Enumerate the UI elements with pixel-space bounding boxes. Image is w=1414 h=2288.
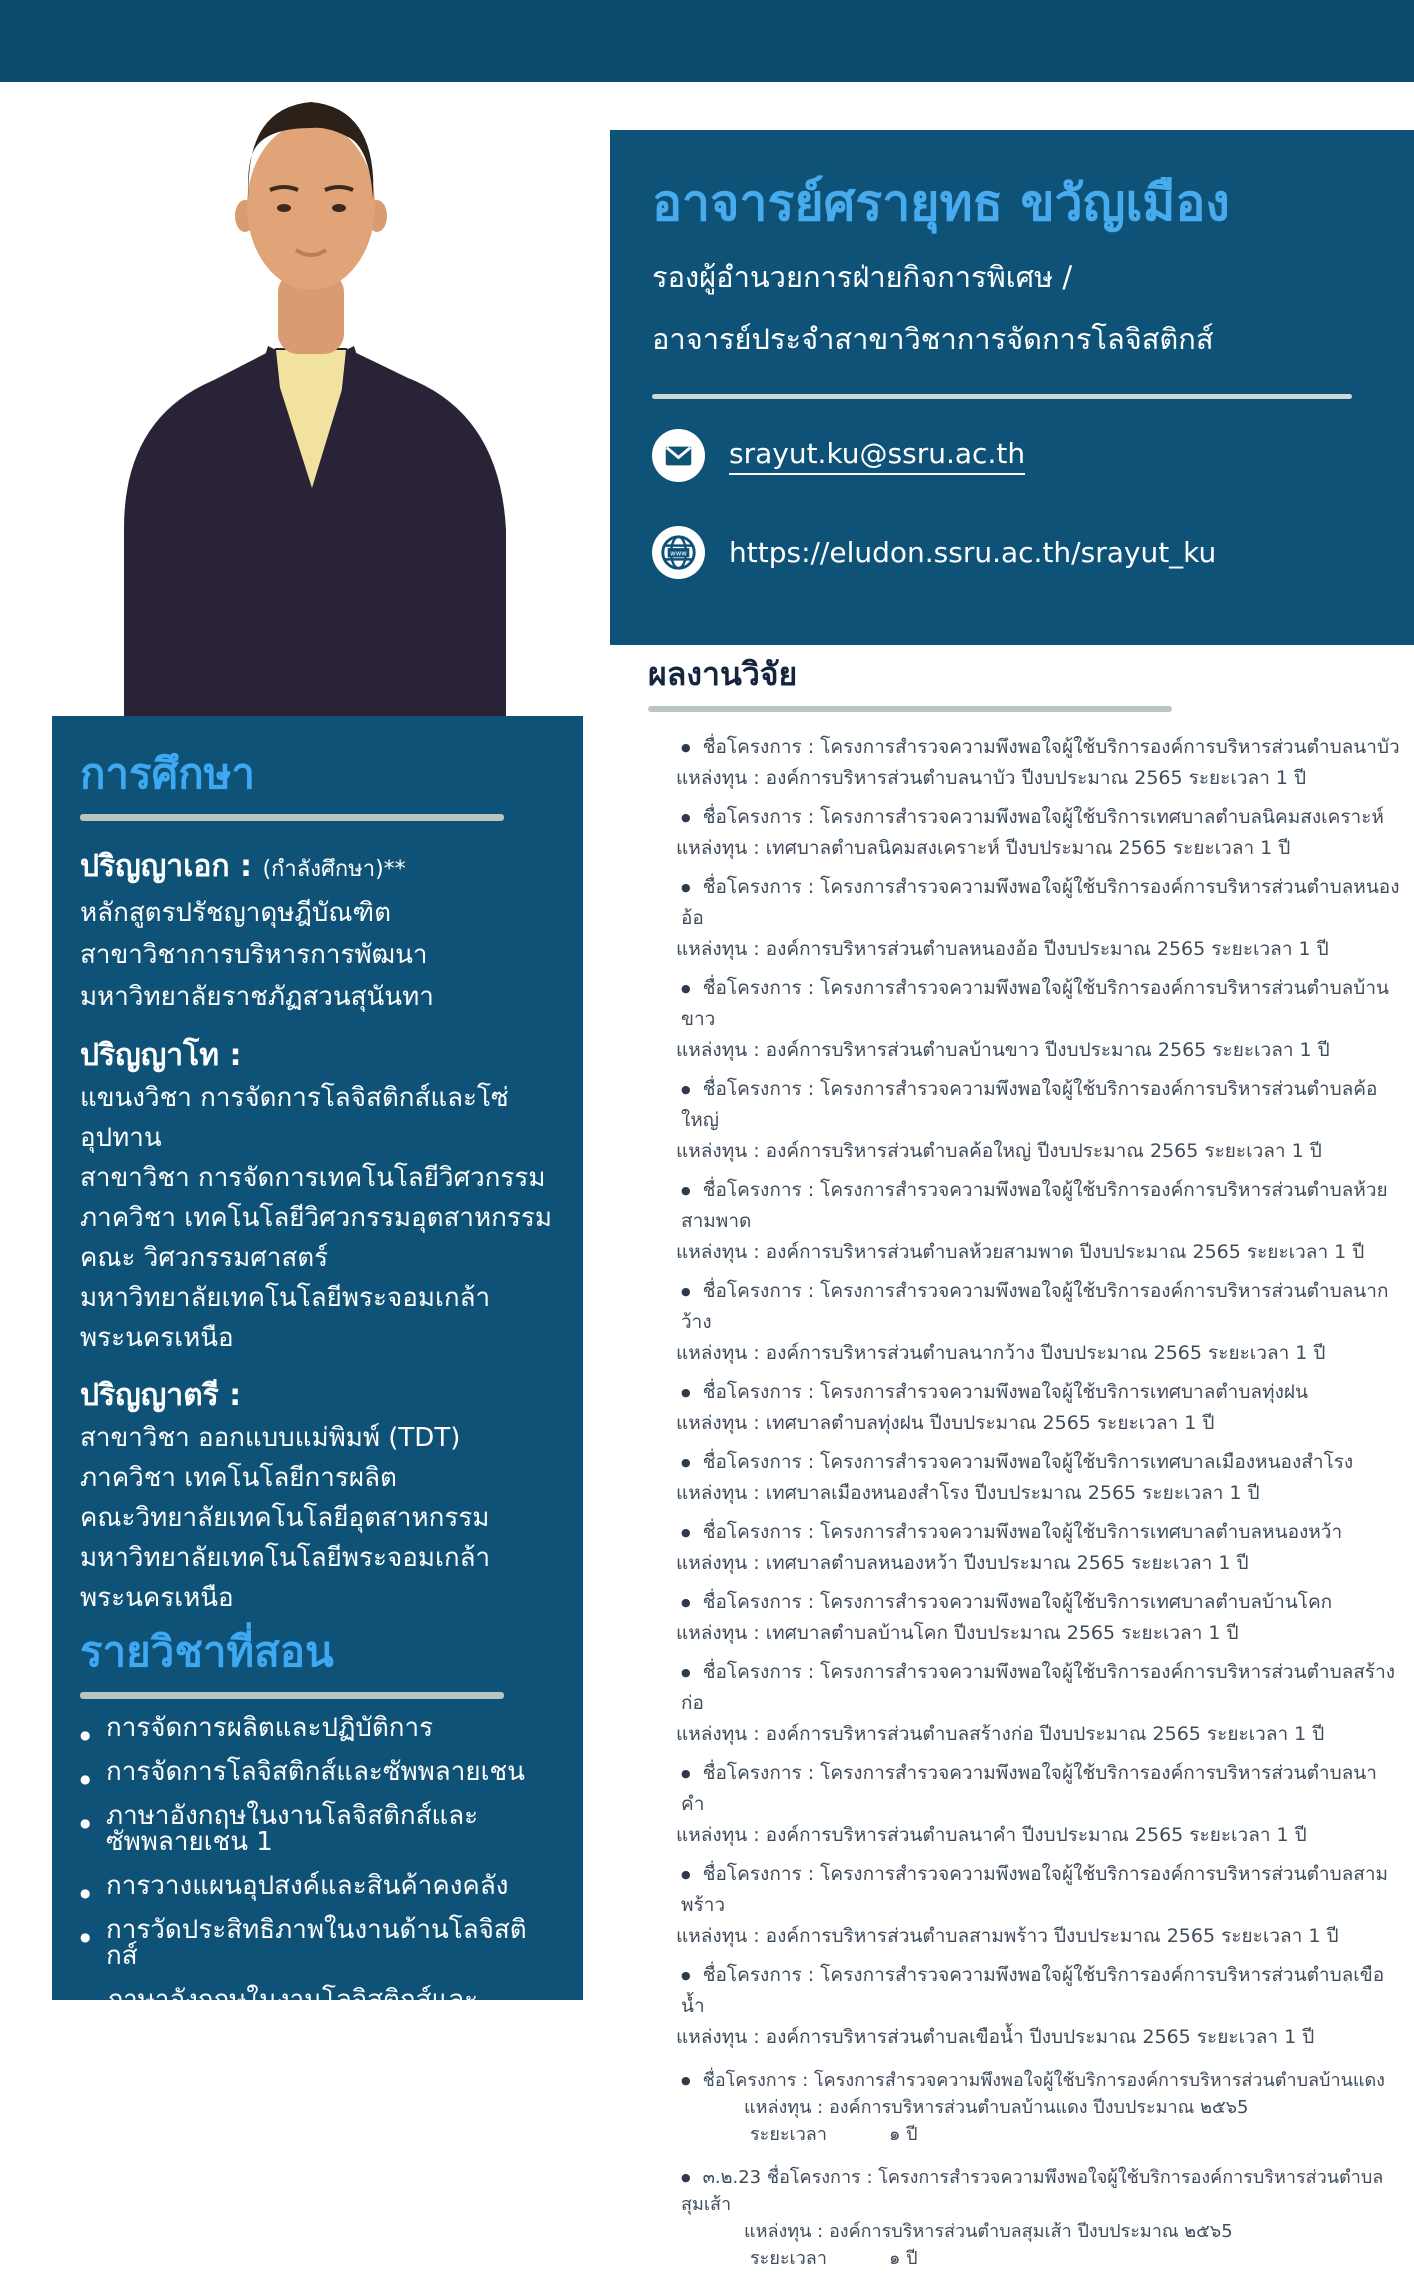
degree-line: มหาวิทยาลัยเทคโนโลยีพระจอมเกล้าพระนครเหนือ — [80, 1283, 491, 1353]
course-item: ● การฝึกประสบการณ์วิชาชีพด้านโลจิสติกส์ — [80, 2171, 557, 2223]
degree-label: ปริญญาตรี : — [80, 1378, 242, 1413]
bullet-icon: ● — [681, 1969, 691, 1982]
research-item — [648, 872, 1400, 965]
bullet-icon: ● — [681, 2074, 691, 2087]
research-item — [648, 2164, 1400, 2272]
research-heading-underline — [648, 706, 1172, 712]
research-item — [648, 1074, 1400, 1167]
research-project-text: ชื่อโครงการ : โครงการสำรวจความพึงพอใจผู้ใช้บริการองค์การบริหารส่วนตำบลหนองอ้อ — [681, 876, 1400, 929]
degree-line: ภาควิชา เทคโนโลยีวิศวกรรมอุตสาหกรรม — [80, 1203, 552, 1233]
research-fund-line: แหล่งทุน : องค์การบริหารส่วนตำบลหนองอ้อ ปีงบประมาณ 2565 ระยะเวลา 1 ปี — [676, 938, 1329, 960]
degree-title — [80, 1374, 557, 1418]
course-item: ● การจัดการโลจิสติกส์และซัพพลายเชน — [80, 1759, 557, 1785]
degree-line: มหาวิทยาลัยเทคโนโลยีพระจอมเกล้าพระนครเหนือ — [80, 1543, 491, 1613]
research-fund-line: แหล่งทุน : เทศบาลตำบลบ้านโคก ปีงบประมาณ 2565 ระยะเวลา 1 ปี — [676, 1622, 1239, 1644]
research-project-text: ชื่อโครงการ : โครงการสำรวจความพึงพอใจผู้ใช้บริการองค์การบริหารส่วนตำบลสามพร้าว — [681, 1863, 1389, 1916]
degree-line: สาขาวิชาการบริหารการพัฒนา — [80, 940, 428, 970]
research-project-line — [681, 802, 1400, 833]
research-item — [648, 973, 1400, 1066]
duration-label: ระยะเวลา — [750, 2248, 827, 2269]
duration-label: ระยะเวลา — [750, 2124, 827, 2145]
research-fund-line: แหล่งทุน : เทศบาลตำบลหนองหว้า ปีงบประมาณ 2565 ระยะเวลา 1 ปี — [676, 1552, 1249, 1574]
research-project-text: ชื่อโครงการ : โครงการสำรวจความพึงพอใจผู้ใช้บริการองค์การบริหารส่วนตำบลเขือน้ำ — [681, 1964, 1385, 2017]
research-item — [648, 1859, 1400, 1952]
bullet-icon: ● — [681, 1083, 691, 1096]
research-item — [648, 802, 1400, 864]
research-fund-line: แหล่งทุน : เทศบาลเมืองหนองสำโรง ปีงบประมาณ 2565 ระยะเวลา 1 ปี — [676, 1482, 1260, 1504]
bullet-icon: ● — [681, 1666, 691, 1679]
email-link[interactable]: srayut.ku@ssru.ac.th — [729, 437, 1025, 475]
research-item — [648, 2067, 1400, 2148]
research-project-text: ชื่อโครงการ : โครงการสำรวจความพึงพอใจผู้ใช้บริการองค์การบริหารส่วนตำบลสร้างก่อ — [681, 1661, 1396, 1714]
research-project-text: ชื่อโครงการ : โครงการสำรวจความพึงพอใจผู้ใช้บริการองค์การบริหารส่วนตำบลห้วยสามพาด — [681, 1179, 1388, 1232]
research-project-line — [681, 1074, 1400, 1136]
research-item — [648, 1960, 1400, 2053]
professor-name: อาจารย์ศรายุทธ ขวัญเมือง — [652, 174, 1230, 232]
research-item — [648, 1175, 1400, 1268]
bullet-icon: ● — [681, 1184, 691, 1197]
degree-line: หลักสูตรปรัชญาดุษฎีบัณฑิต — [80, 898, 391, 928]
degree-label: ปริญญาโท : — [80, 1038, 242, 1073]
research-project-text: ชื่อโครงการ : โครงการสำรวจความพึงพอใจผู้ใช้บริการเทศบาลตำบลทุ่งฝน — [702, 1381, 1308, 1403]
research-item — [648, 732, 1400, 794]
research-fund-line: แหล่งทุน : เทศบาลตำบลนิคมสงเคราะห์ ปีงบประมาณ 2565 ระยะเวลา 1 ปี — [676, 837, 1291, 859]
research-fund-line: แหล่งทุน : องค์การบริหารส่วนตำบลบ้านขาว ปีงบประมาณ 2565 ระยะเวลา 1 ปี — [676, 1039, 1330, 1061]
website-link[interactable]: https://eludon.ssru.ac.th/srayut_ku — [729, 536, 1217, 569]
research-fund-line: แหล่งทุน : องค์การบริหารส่วนตำบลสร้างก่อ ปีงบประมาณ 2565 ระยะเวลา 1 ปี — [676, 1723, 1325, 1745]
research-item — [648, 1517, 1400, 1579]
research-project-line — [681, 973, 1400, 1035]
research-item — [648, 1587, 1400, 1649]
degree-line: สาขาวิชา ออกแบบแม่พิมพ์ (TDT) — [80, 1423, 461, 1453]
research-project-text: ชื่อโครงการ : โครงการสำรวจความพึงพอใจผู้ใช้บริการเทศบาลตำบลหนองหว้า — [702, 1521, 1343, 1543]
research-project-text: ชื่อโครงการ : โครงการสำรวจความพึงพอใจผู้ใช้บริการองค์การบริหารส่วนตำบลบ้านขาว — [681, 977, 1390, 1030]
bullet-icon: ● — [681, 2171, 691, 2184]
research-item — [648, 1657, 1400, 1750]
research-fund-line: แหล่งทุน : องค์การบริหารส่วนตำบลค้อใหญ่ ปีงบประมาณ 2565 ระยะเวลา 1 ปี — [676, 1140, 1322, 1162]
person-portrait-illustration — [118, 88, 512, 716]
duration-value: ๑ ปี — [888, 2248, 918, 2269]
research-fund-line: แหล่งทุน : องค์การบริหารส่วนตำบลเขือน้ำ ปีงบประมาณ 2565 ระยะเวลา 1 ปี — [676, 2026, 1315, 2048]
research-section — [648, 652, 1400, 2288]
course-item: ● ภาษาอังกฤษในงานโลจิสติกส์และซัพพลายเชน 1 — [80, 1803, 557, 1855]
research-project-line — [681, 1657, 1400, 1719]
bullet-icon: ● — [681, 741, 691, 754]
bullet-icon: ● — [681, 1596, 691, 1609]
bullet-icon: ● — [681, 1285, 691, 1298]
course-item: ● การวางแผนอุปสงค์และสินค้าคงคลัง — [80, 1873, 557, 1899]
courses-heading-underline — [80, 1692, 504, 1699]
course-item: ● จัดการต้นทุนโลจิสติกส์ — [80, 2127, 557, 2153]
research-fund-line: แหล่งทุน : องค์การบริหารส่วนตำบลบ้านแดง ปีงบประมาณ ๒๕๖5 — [744, 2097, 1249, 2118]
research-fund-line: แหล่งทุน : องค์การบริหารส่วนตำบลนาบัว ปีงบประมาณ 2565 ระยะเวลา 1 ปี — [676, 767, 1307, 789]
role-lines — [652, 246, 1374, 370]
research-project-line — [681, 1960, 1400, 2022]
course-item: ● การจัดการโลจิสติกส์และซัพพลายเชนระหว่างประเทศ — [80, 2057, 557, 2109]
research-project-text: ชื่อโครงการ : โครงการสำรวจความพึงพอใจผู้ใช้บริการองค์การบริหารส่วนตำบลบ้านแดง — [702, 2070, 1385, 2091]
duration-value: ๑ ปี — [888, 2124, 918, 2145]
research-project-line — [681, 2067, 1400, 2094]
role-line-2: อาจารย์ประจำสาขาวิชาการจัดการโลจิสติกส์ — [652, 322, 1214, 356]
degree-title — [80, 1034, 557, 1078]
research-project-text: ชื่อโครงการ : โครงการสำรวจความพึงพอใจผู้ใช้บริการองค์การบริหารส่วนตำบลนาบัว — [702, 736, 1400, 758]
research-project-line — [681, 1276, 1400, 1338]
degree-title — [80, 845, 557, 892]
research-item — [648, 1447, 1400, 1509]
degree-line: มหาวิทยาลัยราชภัฏสวนสุนันทา — [80, 982, 434, 1012]
research-project-line — [681, 872, 1400, 934]
research-fund-line: แหล่งทุน : องค์การบริหารส่วนตำบลสุมเส้า ปีงบประมาณ ๒๕๖5 — [744, 2221, 1233, 2242]
bullet-icon: ● — [681, 811, 691, 824]
research-duration-line — [750, 2121, 1400, 2148]
research-item — [648, 1758, 1400, 1851]
research-project-text: ชื่อโครงการ : โครงการสำรวจความพึงพอใจผู้ใช้บริการองค์การบริหารส่วนตำบลนากว้าง — [681, 1280, 1389, 1333]
research-heading: ผลงานวิจัย — [648, 655, 798, 693]
sidebar — [52, 716, 583, 2225]
research-fund-line: แหล่งทุน : องค์การบริหารส่วนตำบลนากว้าง ปีงบประมาณ 2565 ระยะเวลา 1 ปี — [676, 1342, 1326, 1364]
bullet-icon: ● — [681, 1386, 691, 1399]
research-fund-line: แหล่งทุน : องค์การบริหารส่วนตำบลนาคำ ปีงบประมาณ 2565 ระยะเวลา 1 ปี — [676, 1824, 1307, 1846]
research-fund-line: แหล่งทุน : เทศบาลตำบลทุ่งฝน ปีงบประมาณ 2565 ระยะเวลา 1 ปี — [676, 1412, 1215, 1434]
degree-line: คณะ วิศวกรรมศาสตร์ — [80, 1243, 329, 1273]
degree-line: สาขาวิชา การจัดการเทคโนโลยีวิศวกรรม — [80, 1163, 546, 1193]
degree-label: ปริญญาเอก : — [80, 849, 253, 884]
research-project-line — [681, 1517, 1400, 1548]
education-heading: การศึกษา — [80, 749, 255, 798]
bullet-icon: ● — [681, 1767, 691, 1780]
degree-line: แขนงวิชา การจัดการโลจิสติกส์และโซ่อุปทาน — [80, 1083, 509, 1153]
research-project-line — [681, 1175, 1400, 1237]
bullet-icon: ● — [681, 881, 691, 894]
bullet-icon: ● — [681, 1456, 691, 1469]
degree-bachelor — [80, 1374, 557, 1618]
top-bar — [0, 0, 1414, 82]
courses-list — [80, 1715, 557, 2223]
hero-divider — [652, 394, 1352, 399]
degree-line: คณะวิทยาลัยเทคโนโลยีอุตสาหกรรม — [80, 1503, 490, 1533]
research-project-line — [681, 1859, 1400, 1921]
research-project-text: ชื่อโครงการ : โครงการสำรวจความพึงพอใจผู้ใช้บริการเทศบาลเมืองหนองสำโรง — [702, 1451, 1354, 1473]
profile-photo — [118, 88, 512, 716]
degree-master — [80, 1034, 557, 1358]
course-item: ● การวัดประสิทธิภาพในงานด้านโลจิสติกส์ — [80, 1917, 557, 1969]
research-item — [648, 1377, 1400, 1439]
role-line-1: รองผู้อำนวยการฝ่ายกิจการพิเศษ / — [652, 260, 1073, 294]
degree-note: (กำลังศึกษา)** — [262, 857, 406, 882]
research-list — [648, 732, 1400, 2053]
research-project-text: ๓.๒.23 ชื่อโครงการ : โครงการสำรวจความพึงพอใจผู้ใช้บริการองค์การบริหารส่วนตำบลสุมเส้า — [681, 2167, 1384, 2215]
email-row — [652, 429, 1374, 482]
degree-line: ภาควิชา เทคโนโลยีการผลิต — [80, 1463, 397, 1493]
globe-www-icon — [652, 526, 705, 579]
course-item: ● การจัดการผลิตและปฏิบัติการ — [80, 1715, 557, 1741]
svg-text:www: www — [670, 549, 687, 558]
research-duration-line — [750, 2245, 1400, 2272]
research-fund-line: แหล่งทุน : องค์การบริหารส่วนตำบลห้วยสามพาด ปีงบประมาณ 2565 ระยะเวลา 1 ปี — [676, 1241, 1365, 1263]
research-project-text: ชื่อโครงการ : โครงการสำรวจความพึงพอใจผู้ใช้บริการเทศบาลตำบลนิคมสงเคราะห์ — [702, 806, 1384, 828]
envelope-icon — [652, 429, 705, 482]
research-project-line — [681, 1377, 1400, 1408]
bullet-icon: ● — [681, 1868, 691, 1881]
research-project-line — [681, 1447, 1400, 1478]
research-project-text: ชื่อโครงการ : โครงการสำรวจความพึงพอใจผู้ใช้บริการองค์การบริหารส่วนตำบลนาคำ — [681, 1762, 1377, 1815]
degree-doctorate — [80, 845, 557, 1018]
courses-heading: รายวิชาที่สอน — [80, 1627, 334, 1676]
research-project-line — [681, 2164, 1400, 2218]
research-fund-line: แหล่งทุน : องค์การบริหารส่วนตำบลสามพร้าว ปีงบประมาณ 2565 ระยะเวลา 1 ปี — [676, 1925, 1339, 1947]
course-item: ● ภาษาอังกฤษในงานโลจิสติกส์และซัพพลายเชน 2 — [80, 1987, 557, 2039]
research-project-line — [681, 732, 1400, 763]
research-project-text: ชื่อโครงการ : โครงการสำรวจความพึงพอใจผู้ใช้บริการเทศบาลตำบลบ้านโคก — [702, 1591, 1333, 1613]
research-project-line — [681, 1587, 1400, 1618]
bullet-icon: ● — [681, 1526, 691, 1539]
bullet-icon: ● — [681, 982, 691, 995]
website-row — [652, 526, 1374, 579]
education-heading-underline — [80, 814, 504, 821]
research-item — [648, 1276, 1400, 1369]
hero-card — [610, 130, 1414, 645]
research-project-line — [681, 1758, 1400, 1820]
research-project-text: ชื่อโครงการ : โครงการสำรวจความพึงพอใจผู้ใช้บริการองค์การบริหารส่วนตำบลค้อใหญ่ — [681, 1078, 1378, 1131]
